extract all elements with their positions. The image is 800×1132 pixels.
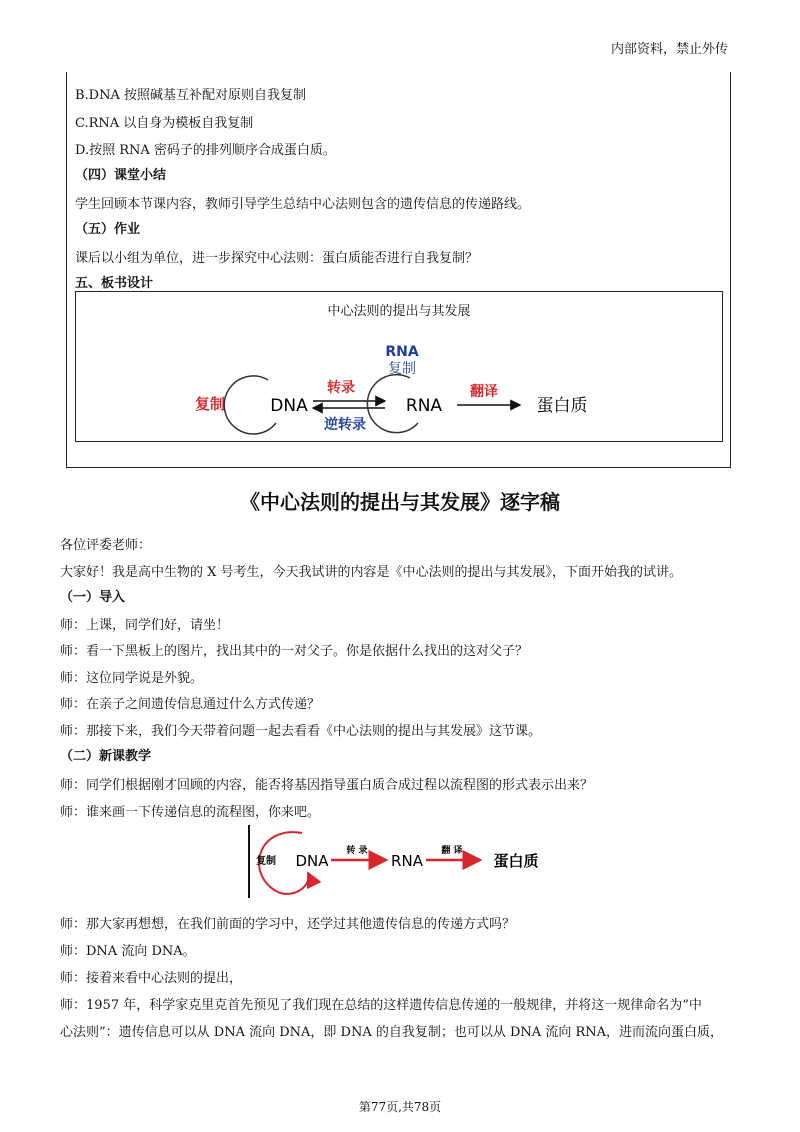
option-d: D.按照 RNA 密码子的排列顺序合成蛋白质。 — [75, 143, 336, 158]
document-title: 《中心法则的提出与其发展》逐字稿 — [240, 490, 560, 514]
script-line: 师：上课，同学们好，请坐！ — [60, 618, 230, 633]
flow-protein-label: 蛋白质 — [493, 852, 539, 870]
script-line: 各位评委老师： — [60, 538, 152, 553]
script-line: 师：这位同学说是外貌。 — [60, 671, 204, 686]
section-new-lesson-heading: （二）新课教学 — [60, 749, 152, 764]
script-line: 师：那大家再想想，在我们前面的学习中，还学过其他遗传信息的传递方式吗？ — [60, 917, 516, 932]
translation-label: 翻译 — [470, 384, 498, 400]
board-design-box — [75, 291, 723, 442]
rna-replicate-label: 复制 — [388, 361, 416, 377]
script-line: 师：1957 年，科学家克里克首先预见了我们现在总结的这样遗传信息传递的一般规律，并将这一规律命名为“中 — [60, 998, 702, 1013]
section-homework-heading: （五）作业 — [75, 222, 141, 237]
dna-replicate-label: 复制 — [194, 395, 226, 413]
section-intro-heading: （一）导入 — [60, 590, 126, 605]
board-title: 中心法则的提出与其发展 — [327, 304, 471, 319]
flow-transcription-label: 转 录 — [346, 846, 368, 856]
script-line: 师：那接下来，我们今天带着问题一起去看看《中心法则的提出与其发展》这节课。 — [60, 724, 542, 739]
flow-rna-label: RNA — [391, 852, 423, 870]
board-design-heading: 五、板书设计 — [75, 276, 154, 291]
rna-label: RNA — [405, 396, 443, 416]
page-number: 第77页,共78页 — [358, 1100, 442, 1114]
script-line: 师：同学们根据刚才回顾的内容，能否将基因指导蛋白质合成过程以流程图的形式表示出来？ — [60, 778, 594, 793]
homework-text: 课后以小组为单位，进一步探究中心法则：蛋白质能否进行自我复制？ — [75, 251, 479, 266]
flow-translation-label: 翻 译 — [441, 846, 463, 856]
reverse-transcription-label: 逆转录 — [324, 417, 366, 433]
transcription-label: 转录 — [327, 380, 355, 396]
script-line: 心法则”：遗传信息可以从 DNA 流向 DNA，即 DNA 的自我复制；也可以从 DNA 流向 RNA，进而流向蛋白质， — [60, 1025, 724, 1040]
flow-dna-label: DNA — [295, 852, 329, 870]
option-b: B.DNA 按照碱基互补配对原则自我复制 — [75, 88, 307, 103]
script-line: 师：在亲子之间遗传信息通过什么方式传递？ — [60, 697, 321, 712]
rna-top-label: RNA — [385, 344, 419, 360]
script-line: 大家好！我是高中生物的 X 号考生，今天我试讲的内容是《中心法则的提出与其发展》，下面开始我的试讲。 — [60, 565, 683, 580]
flow-replicate-label: 复制 — [256, 856, 276, 867]
lesson-table — [66, 72, 731, 468]
option-c: C.RNA 以自身为模板自我复制 — [75, 116, 254, 131]
section-summary-heading: （四）课堂小结 — [75, 168, 167, 183]
script-line: 师：DNA 流向 DNA。 — [60, 944, 196, 959]
central-dogma-diagram — [76, 292, 722, 441]
confidential-note: 内部资料，禁止外传 — [610, 42, 728, 57]
dna-cycle-arc — [224, 376, 276, 434]
protein-label: 蛋白质 — [536, 396, 588, 416]
dna-label: DNA — [270, 396, 308, 416]
summary-text: 学生回顾本节课内容，教师引导学生总结中心法则包含的遗传信息的传递路线。 — [75, 197, 531, 212]
script-line: 师：谁来画一下传递信息的流程图，你来吧。 — [60, 805, 321, 820]
script-line: 师：接着来看中心法则的提出， — [60, 971, 243, 986]
script-line: 师：看一下黑板上的图片，找出其中的一对父子。你是依据什么找出的这对父子？ — [60, 644, 529, 659]
flow-diagram — [240, 823, 560, 900]
